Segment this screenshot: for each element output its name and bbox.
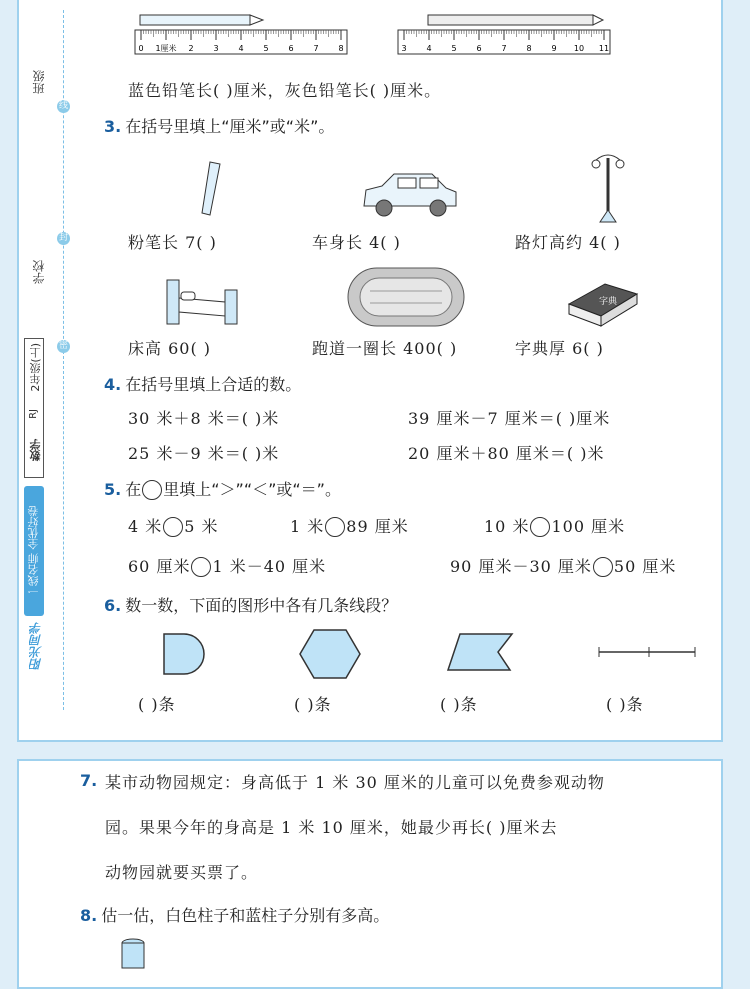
q5-item: 4 米 5 米 bbox=[128, 517, 219, 536]
q4-item: 25 米－9 米＝( )米 bbox=[128, 444, 280, 463]
d-shape-icon bbox=[162, 632, 212, 677]
q6-number: 6. bbox=[104, 596, 122, 615]
answer-circle[interactable] bbox=[325, 517, 345, 537]
ruler-tick-label: 5 bbox=[451, 44, 457, 53]
ruler-tick-label: 11 bbox=[598, 44, 610, 53]
q5-item: 10 米 100 厘米 bbox=[484, 517, 626, 536]
ruler-tick-label: 4 bbox=[426, 44, 432, 53]
q4-item: 20 厘米＋80 厘米＝( )米 bbox=[408, 444, 605, 463]
q4-title: 在括号里填上合适的数。 bbox=[125, 375, 302, 394]
q5-number: 5. bbox=[104, 480, 122, 499]
grade-box bbox=[24, 338, 44, 478]
ruler-tick-label: 7 bbox=[501, 44, 507, 53]
q3-item-track: 跑道一圈长 400( ) bbox=[312, 339, 458, 358]
q3-heading bbox=[104, 114, 334, 137]
subject-label: 数学 bbox=[29, 439, 42, 461]
chalk-icon bbox=[198, 160, 228, 220]
series-label: 一线名师 全优好卷 bbox=[24, 486, 44, 616]
q6-answer: ( )条 bbox=[440, 695, 478, 714]
ruler-tick-label: 2 bbox=[188, 44, 194, 53]
ruler-tick-label: 8 bbox=[338, 44, 344, 53]
line-segments-icon bbox=[597, 645, 697, 659]
class-label: 班级 bbox=[32, 70, 46, 94]
q3-item-dictionary: 字典厚 6( ) bbox=[515, 339, 604, 358]
ruler-tick-label: 6 bbox=[288, 44, 294, 53]
q8-title: 估一估，白色柱子和蓝柱子分别有多高。 bbox=[101, 906, 390, 925]
q4-item: 39 厘米－7 厘米＝( )厘米 bbox=[408, 409, 611, 428]
ruler-tick-label: 0 bbox=[138, 44, 144, 53]
hexagon-icon bbox=[298, 628, 362, 680]
blue-pencil-icon bbox=[140, 15, 250, 25]
q5-item: 1 米 89 厘米 bbox=[290, 517, 409, 536]
brand-logo: 阳光同学 bbox=[29, 622, 43, 670]
dictionary-label: 字典 bbox=[599, 297, 618, 307]
answer-circle[interactable] bbox=[191, 557, 211, 577]
q3-title: 在括号里填上“厘米”或“米”。 bbox=[125, 117, 335, 136]
q7-number: 7. bbox=[80, 771, 98, 790]
grade-label: 2年级(上) bbox=[29, 343, 42, 392]
q5-title-post: 里填上“＞”“＜”或“＝”。 bbox=[163, 480, 341, 499]
gray-pencil-icon bbox=[428, 15, 593, 25]
q8-number: 8. bbox=[80, 906, 98, 925]
cut-line bbox=[63, 10, 64, 710]
ruler-tick-label: 4 bbox=[238, 44, 244, 53]
q4-heading bbox=[104, 372, 301, 395]
compare-circle-icon bbox=[142, 480, 162, 500]
ruler-tick-label: 7 bbox=[313, 44, 319, 53]
q7-line-2: 园。果果今年的身高是 1 米 10 厘米，她最少再长( )厘米去 bbox=[105, 818, 558, 837]
street-lamp-icon bbox=[588, 150, 628, 225]
q5-title-pre: 在 bbox=[125, 480, 142, 499]
binding-hole: 线 bbox=[58, 101, 68, 111]
ruler-tick-label: 8 bbox=[526, 44, 532, 53]
worksheet-card-top bbox=[17, 0, 723, 742]
q8-heading bbox=[80, 903, 389, 926]
ruler-tick-label: 3 bbox=[401, 44, 407, 53]
q7-heading bbox=[80, 771, 101, 790]
answer-circle[interactable] bbox=[530, 517, 550, 537]
q6-answer: ( )条 bbox=[138, 695, 176, 714]
answer-circle[interactable] bbox=[163, 517, 183, 537]
q4-item: 30 米＋8 米＝( )米 bbox=[128, 409, 280, 428]
q2-answer-line: 蓝色铅笔长( )厘米，灰色铅笔长( )厘米。 bbox=[128, 81, 442, 100]
dictionary-icon bbox=[565, 274, 640, 329]
ruler-tick-label: 9 bbox=[551, 44, 557, 53]
ruler-tick-label: 5 bbox=[263, 44, 269, 53]
ruler-tick-label: 6 bbox=[476, 44, 482, 53]
q6-heading bbox=[104, 593, 397, 616]
q4-number: 4. bbox=[104, 375, 122, 394]
ruler-figure-1 bbox=[135, 12, 350, 57]
flag-shape-icon bbox=[446, 632, 516, 674]
q5-item: 90 厘米－30 厘米 50 厘米 bbox=[450, 557, 677, 576]
q6-answer: ( )条 bbox=[606, 695, 644, 714]
ruler-figure-2 bbox=[398, 12, 613, 57]
ruler-tick-label: 10 bbox=[573, 44, 585, 53]
q5-heading bbox=[104, 477, 341, 500]
running-track-icon bbox=[346, 266, 466, 328]
car-icon bbox=[360, 168, 460, 218]
q3-item-bed: 床高 60( ) bbox=[128, 339, 212, 358]
school-label: 学校 bbox=[32, 260, 46, 284]
q6-title: 数一数，下面的图形中各有几条线段？ bbox=[125, 596, 398, 615]
q3-item-chalk: 粉笔长 7( ) bbox=[128, 233, 217, 252]
binding-hole: 密 bbox=[58, 341, 68, 351]
ruler-tick-label: 1厘米 bbox=[155, 44, 177, 53]
edition-label: RJ bbox=[28, 409, 39, 419]
pillar-icon bbox=[118, 938, 148, 968]
q3-item-car: 车身长 4( ) bbox=[312, 233, 401, 252]
ruler-tick-label: 3 bbox=[213, 44, 219, 53]
binding-hole: 封 bbox=[58, 233, 68, 243]
bed-icon bbox=[163, 272, 243, 327]
q5-item: 60 厘米 1 米－40 厘米 bbox=[128, 557, 327, 576]
q7-line-3: 动物园就要买票了。 bbox=[105, 863, 259, 882]
answer-circle[interactable] bbox=[593, 557, 613, 577]
q7-line-1: 某市动物园规定：身高低于 1 米 30 厘米的儿童可以免费参观动物 bbox=[105, 773, 605, 792]
q6-answer: ( )条 bbox=[294, 695, 332, 714]
q3-number: 3. bbox=[104, 117, 122, 136]
q3-item-lamp: 路灯高约 4( ) bbox=[515, 233, 621, 252]
